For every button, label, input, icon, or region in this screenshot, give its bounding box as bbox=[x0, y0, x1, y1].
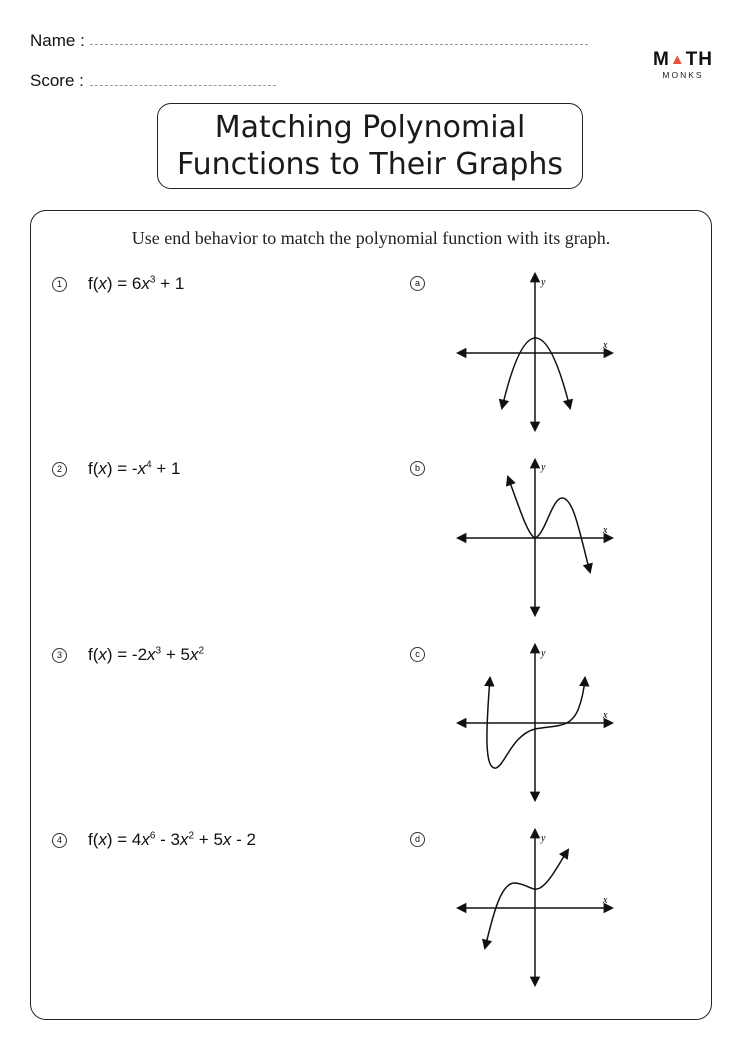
question-number-3: 3 bbox=[52, 648, 67, 663]
curve-b bbox=[508, 477, 590, 572]
curve-d bbox=[485, 850, 568, 948]
instructions: Use end behavior to match the polynomial function with its graph. bbox=[131, 228, 611, 248]
graph-a bbox=[458, 274, 612, 430]
worksheet-title: Matching Polynomial Functions to Their Graphs bbox=[157, 103, 583, 189]
question-number-4: 4 bbox=[52, 833, 67, 848]
graph-letter-d: d bbox=[410, 832, 425, 847]
graph-letter-b: b bbox=[410, 461, 425, 476]
function-2: $f(x) = -x^4 + 1$ bbox=[88, 459, 181, 478]
x-axis-label: x bbox=[603, 710, 608, 721]
x-axis-label: x bbox=[603, 525, 608, 536]
question-number-2: 2 bbox=[52, 462, 67, 477]
score-label: Score : bbox=[30, 71, 84, 90]
curve-a bbox=[502, 338, 570, 408]
y-axis-label: y bbox=[541, 277, 546, 288]
graph-c bbox=[458, 645, 612, 800]
graph-letter-a: a bbox=[410, 276, 425, 291]
math-monks-logo: M▲TH MONKS bbox=[652, 49, 713, 80]
function-3: $f(x) = -2x^3 + 5x^2$ bbox=[88, 645, 205, 664]
name-label: Name : bbox=[30, 31, 85, 50]
function-1: $f(x) = 6x^3 + 1$ bbox=[88, 274, 185, 293]
y-axis-label: y bbox=[541, 648, 546, 659]
x-axis-label: x bbox=[603, 895, 608, 906]
triangle-icon: ▲ bbox=[669, 51, 686, 68]
graph-d bbox=[458, 830, 612, 985]
function-4: $f(x) = 4x^6 - 3x^2 + 5x - 2$ bbox=[88, 830, 256, 849]
graph-b bbox=[458, 460, 612, 615]
question-number-1: 1 bbox=[52, 277, 67, 292]
y-axis-label: y bbox=[541, 833, 546, 844]
x-axis-label: x bbox=[603, 340, 608, 351]
graph-letter-c: c bbox=[410, 647, 425, 662]
y-axis-label: y bbox=[541, 462, 546, 473]
